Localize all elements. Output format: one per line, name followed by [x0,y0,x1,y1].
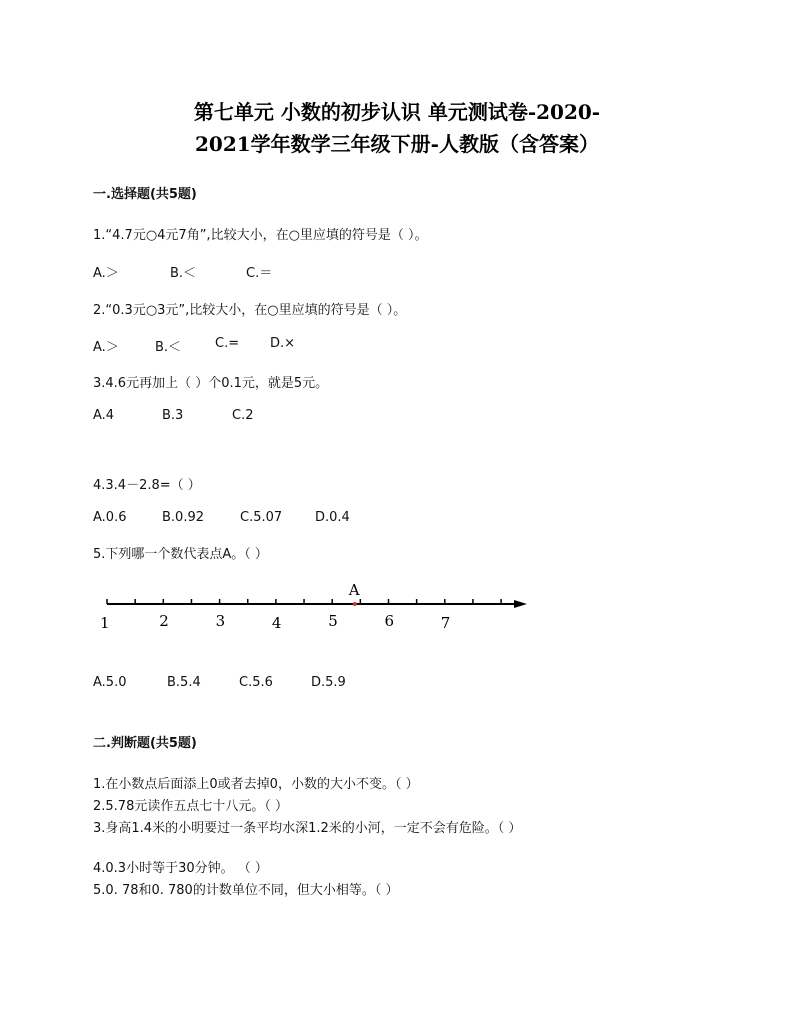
judge-item-5: 5.0. 78和0. 780的计数单位不同，但大小相等。（ ） [93,883,399,898]
question-1: 1.“4.7元○4元7角”,比较大小，在○里应填的符号是（ ）。 [93,228,428,243]
arrow-head-icon [514,600,527,608]
question-2: 2.“0.3元○3元”,比较大小，在○里应填的符号是（ ）。 [93,303,407,318]
judge-item-2: 2.5.78元读作五点七十八元。（ ） [93,799,288,814]
q5-option-d: D.5.9 [311,675,346,690]
section-1-heading: 一.选择题(共5题) [93,187,197,202]
title-line-1: 第七单元 小数的初步认识 单元测试卷-2020- [193,100,601,124]
q1-option-b: B.＜ [170,266,197,281]
q3-option-c: C.2 [232,408,254,423]
q3-option-b: B.3 [162,408,184,423]
q3-option-a: A.4 [93,408,115,423]
number-line-label-6: 6 [384,612,395,630]
number-line [0,578,794,648]
q5-option-b: B.5.4 [167,675,201,690]
q2-option-b: B.＜ [155,340,182,355]
q1-option-a: A.＞ [93,266,119,281]
judge-item-1: 1.在小数点后面添上0或者去掉0，小数的大小不变。（ ） [93,777,419,792]
q4-option-d: D.0.4 [315,510,350,525]
judge-item-4: 4.0.3小时等于30分钟。 （ ） [93,861,268,876]
point-a-marker [353,602,357,606]
title-line-2: 2021学年数学三年级下册-人教版（含答案） [195,132,599,156]
q5-option-a: A.5.0 [93,675,127,690]
q4-option-c: C.5.07 [240,510,283,525]
q4-option-a: A.0.6 [93,510,127,525]
q1-option-c: C.＝ [246,266,273,281]
question-4: 4.3.4－2.8=（ ） [93,478,201,493]
q5-option-c: C.5.6 [239,675,273,690]
question-3: 3.4.6元再加上（ ）个0.1元，就是5元。 [93,376,329,391]
question-5: 5.下列哪一个数代表点A。（ ） [93,547,268,562]
number-line-label-7: 7 [440,614,451,632]
judge-item-3: 3.身高1.4米的小明要过一条平均水深1.2米的小河，一定不会有危险。（ ） [93,821,522,836]
q4-option-b: B.0.92 [162,510,204,525]
point-a-label: A [348,581,360,599]
number-line-label-3: 3 [215,612,226,630]
number-line-label-5: 5 [328,612,338,630]
q2-option-c: C.= [215,336,240,351]
q2-option-a: A.＞ [93,340,119,355]
q2-option-d: D.× [270,336,296,351]
number-line-label-4: 4 [271,614,282,632]
section-2-heading: 二.判断题(共5题) [93,736,197,751]
number-line-label-2: 2 [159,612,169,630]
number-line-label-1: 1 [100,614,110,632]
